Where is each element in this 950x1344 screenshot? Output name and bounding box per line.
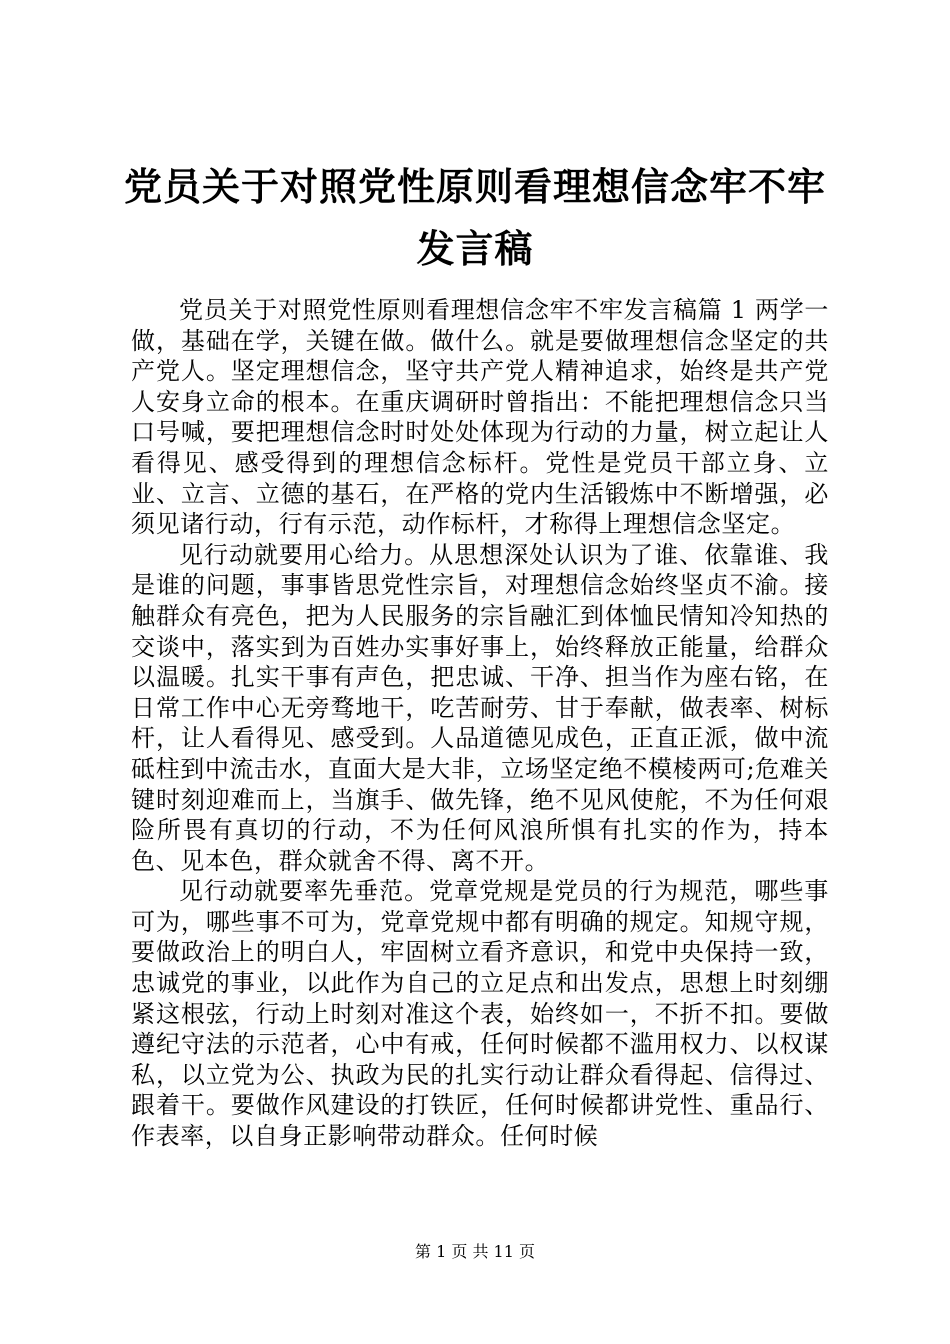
page-footer: 第 1 页 共 11 页 xyxy=(415,1242,535,1261)
document-title: 党员关于对照党性原则看理想信念牢不牢发言稿 xyxy=(123,165,826,271)
document-body xyxy=(131,295,829,1152)
paragraph-1: 党员关于对照党性原则看理想信念牢不牢发言稿篇 1 两学一做，基础在学，关键在做。做什么。就是要做理想信念坚定的共产党人。坚定理想信念，坚守共产党人精神追求，始终是共产党人安身立命的根本。在重庆调研时曾指出：不能把理想信念只当口号喊，要把理想信念时时处处体现为行动的力量，树立起让人看得见、感受得到的理想信念标杆。党性是党员干部立身、立业、立言、立德的基石，在严格的党内生活锻炼中不断增强，必须见诸行动，行有示范，动作标杆，才称得上理想信念坚定。 xyxy=(131,296,829,539)
paragraph-3: 见行动就要率先垂范。党章党规是党员的行为规范，哪些事可为，哪些事不可为，党章党规中都有明确的规定。知规守规，要做政治上的明白人，牢固树立看齐意识，和党中央保持一致，忠诚党的事业，以此作为自己的立足点和出发点，思想上时刻绷紧这根弦，行动上时刻对准这个表，始终如一，不折不扣。要做遵纪守法的示范者，心中有戒，任何时候都不滥用权力、以权谋私，以立党为公、执政为民的扎实行动让群众看得起、信得过、跟着干。要做作风建设的打铁匠，任何时候都讲党性、重品行、作表率，以自身正影响带动群众。任何时候 xyxy=(131,877,829,1151)
paragraph-2: 见行动就要用心给力。从思想深处认识为了谁、依靠谁、我是谁的问题，事事皆思党性宗旨，对理想信念始终坚贞不渝。接触群众有亮色，把为人民服务的宗旨融汇到体恤民情知冷知热的交谈中，落实到为百姓办实事好事上，始终释放正能量，给群众以温暖。扎实干事有声色，把忠诚、干净、担当作为座右铭，在日常工作中心无旁骛地干，吃苦耐劳、甘于奉献，做表率、树标杆，让人看得见、感受到。人品道德见成色，正直正派，做中流砥柱到中流击水，直面大是大非，立场坚定绝不模棱两可;危难关键时刻迎难而上，当旗手、做先锋，绝不见风使舵，不为任何艰险所畏有真切的行动，不为任何风浪所惧有扎实的作为，持本色、见本色，群众就舍不得、离不开。 xyxy=(131,540,829,875)
